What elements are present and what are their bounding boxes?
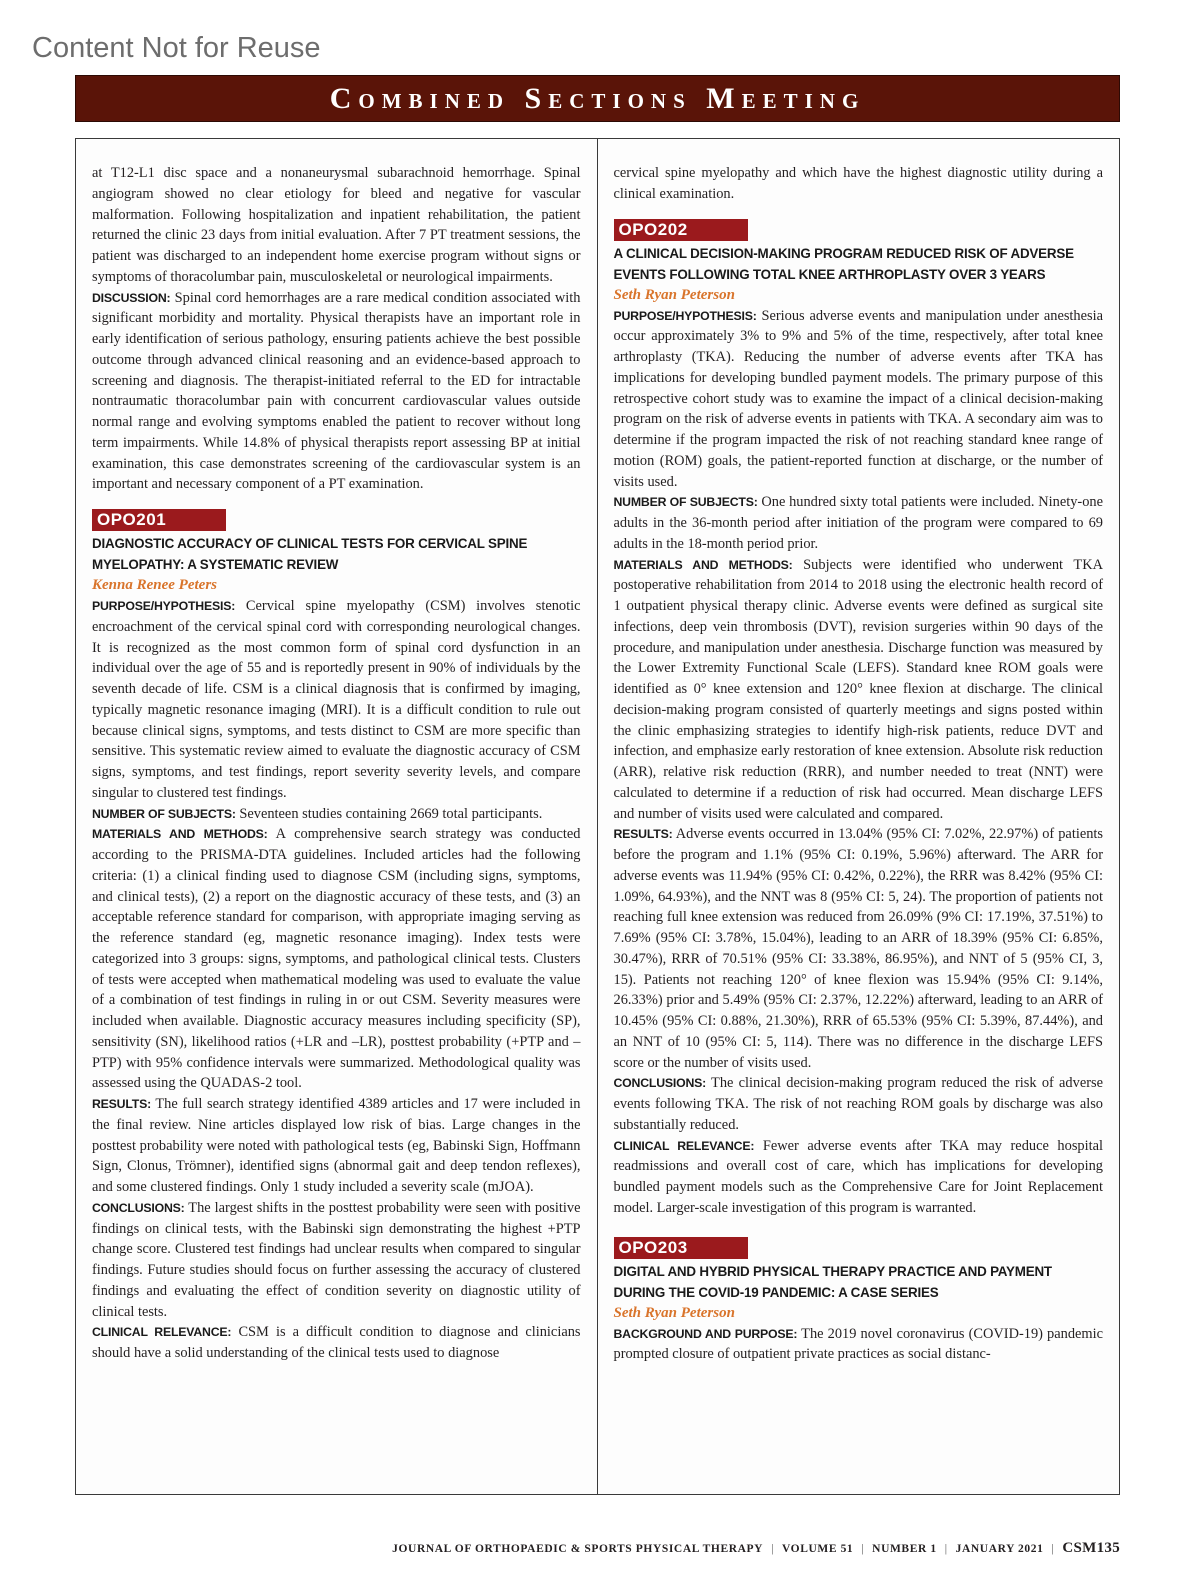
section-heading: RESULTS: — [92, 1097, 151, 1111]
subjects-paragraph — [92, 804, 581, 825]
section-text: A comprehensive search strategy was conducted according to the PRISMA-DTA guidelines. Included articles had the following criteria: (1) a clinical finding used to diagnose CSM (including signs, symptoms, and clinical tests), (2) a report on the diagnostic accuracy of these tests, and (3) an acceptable reference standard for comparison, with appropriate imaging serving as the reference standard (eg, magnetic resonance imaging). Index tests were categorized into 3 groups: signs, symptoms, and pathological clinical tests. Clusters of tests were accepted when mathematical modeling was used to evaluate the value of a combination of test findings in ruling in or out CSM. Severity measures were included when available. Diagnostic accuracy measures including specificity (SP), sensitivity (SN), likelihood ratios (+LR and –LR), posttest probability (+PTP and –PTP) with 95% confidence intervals were summarized. Methodological quality was assessed using the QUADAS-2 tool. — [92, 826, 581, 1092]
results-paragraph — [614, 824, 1104, 1073]
abstract-author: Seth Ryan Peterson — [613, 286, 735, 303]
abstract-title: DIGITAL AND HYBRID PHYSICAL THERAPY PRACTICE AND PAYMENT DURING THE COVID-19 PANDEMIC: A CASE SERIES — [613, 1263, 1052, 1300]
page-number — [1062, 1540, 1120, 1557]
section-heading: MATERIALS AND METHODS: — [613, 557, 793, 572]
journal-volume: VOLUME 51 — [781, 1543, 854, 1555]
conclusions-paragraph — [614, 1073, 1104, 1135]
section-banner — [75, 75, 1120, 122]
abstract-id-badge: OPO202 — [614, 219, 748, 241]
right-column — [598, 139, 1120, 1494]
relevance-paragraph — [614, 1136, 1104, 1219]
section-heading: PURPOSE/HYPOTHESIS: — [92, 599, 236, 613]
abstract-opo203 — [614, 1237, 1104, 1366]
footer-separator: | — [861, 1543, 865, 1555]
section-text: Cervical spine myelopathy (CSM) involves stenotic encroachment of the cervical spinal cord with corresponding neurological changes. It is recognized as the most common form of spinal cord dysfunction in an individual over the age of 55 and is reportedly present in 90% of individuals by the seventh decade of life. CSM is a clinical diagnosis that is confirmed by imaging, typically magnetic resonance imaging (MRI). It is a difficult condition to rule out because clinical signs, symptoms, and tests distinct to CSM are more specific than sensitive. This systematic review aimed to evaluate the diagnostic accuracy of CSM signs, symptoms, and test findings, report severity severity levels, and compare singular to clustered test findings. — [92, 598, 581, 801]
abstract-opo202 — [614, 219, 1104, 1219]
section-heading: CLINICAL RELEVANCE: — [92, 1325, 232, 1340]
relevance-paragraph — [92, 1322, 581, 1364]
abstract-title: A CLINICAL DECISION-MAKING PROGRAM REDUCED RISK OF ADVERSE EVENTS FOLLOWING TOTAL KNEE ARTHROPLASTY OVER 3 YEARS — [613, 245, 1074, 282]
section-heading: CONCLUSIONS: — [613, 1076, 707, 1091]
page-footer — [75, 1540, 1120, 1557]
page-digits: 135 — [1096, 1540, 1120, 1556]
purpose-paragraph — [614, 306, 1104, 493]
section-heading: DISCUSSION: — [92, 290, 171, 305]
background-paragraph — [614, 1324, 1104, 1366]
methods-paragraph — [92, 824, 581, 1094]
section-heading: NUMBER OF SUBJECTS: — [613, 495, 758, 510]
section-text: Subjects were identified who underwent TKA postoperative rehabilitation from 2014 to 2018 using the electronic health record of 1 outpatient physical therapy clinic. Adverse events were defined as surgical site infections, deep vein thrombosis (DVT), revision surgeries within 90 days of the procedure, and manipulation under anesthesia. Discharge function was measured by the Lower Extremity Functional Scale (LEFS). Standard knee ROM goals were identified as 0° knee extension and 120° knee flexion at discharge. The clinical decision-making program consisted of quarterly meetings and signs posted within the clinic emphasizing strategies to identify high-risk patients, reduce DVT and infection, and emphasize early restoration of knee extension. Absolute risk reduction (ARR), relative risk reduction (RRR), and number needed to treat (NNT) were calculated to determine if a reduction of risk had occurred. Mean discharge LEFS and number of visits used were calculated and compared. — [613, 556, 1103, 822]
abstract-author: Seth Ryan Peterson — [613, 1304, 735, 1321]
section-text: The largest shifts in the posttest probability were seen with positive findings on clinical tests, with the Babinski sign demonstrating the highest +PTP change score. Clustered test findings had unclear results when compared to singular findings. Future studies should focus on further assessing the accuracy of clustered findings and evaluating the effect of condition severity on diagnostic utility of clinical tests. — [92, 1199, 581, 1320]
section-text: Serious adverse events and manipulation under anesthesia occur approximately 3% to 9% and 5% of the time, respectively, after total knee arthroplasty (TKA). Reducing the number of adverse events after TKA has implications for developing bundled payment models. The primary purpose of this retrospective cohort study was to examine the impact of a clinical decision-making program on the risk of adverse events in patients with TKA. A secondary aim was to determine if the program impacted the risk of not reaching standard knee range of motion (ROM) goals, the patient-reported function at discharge, or the number of visits used. — [613, 307, 1103, 490]
journal-number: NUMBER 1 — [872, 1543, 937, 1555]
section-text: CSM is a difficult condition to diagnose and clinicians should have a solid understanding of the clinical tests used to diagnose — [92, 1324, 581, 1361]
section-heading: CONCLUSIONS: — [92, 1200, 185, 1215]
footer-separator: | — [771, 1543, 774, 1555]
watermark: Content Not for Reuse — [32, 32, 321, 64]
section-text: The clinical decision-making program reduced the risk of adverse events following TKA. The risk of not reaching ROM goals by discharge was also substantially reduced. — [613, 1075, 1103, 1133]
page-prefix: CSM — [1062, 1540, 1097, 1556]
section-heading: PURPOSE/HYPOTHESIS: — [613, 308, 757, 323]
journal-name: JOURNAL OF ORTHOPAEDIC & SPORTS PHYSICAL THERAPY — [392, 1543, 764, 1555]
abstract-author: Kenna Renee Peters — [92, 577, 217, 593]
methods-paragraph — [614, 555, 1104, 825]
discussion-paragraph — [92, 288, 581, 496]
section-heading: CLINICAL RELEVANCE: — [613, 1138, 755, 1153]
footer-separator: | — [944, 1543, 948, 1555]
banner-title: Combined Sections Meeting — [329, 81, 866, 115]
section-text: Seventeen studies containing 2669 total participants. — [235, 805, 543, 822]
section-text: The 2019 novel coronavirus (COVID-19) pandemic prompted closure of outpatient private practices as social distanc- — [613, 1325, 1103, 1363]
content-frame — [75, 138, 1120, 1495]
section-text: One hundred sixty total patients were included. Ninety-one adults in the 36-month period after initiation of the program were compared to 69 adults in the 18-month period prior. — [613, 494, 1103, 552]
section-heading: MATERIALS AND METHODS: — [92, 827, 268, 842]
continuation-text: cervical spine myelopathy and which have the highest diagnostic utility during a clinical examination. — [613, 165, 1103, 202]
continuation-text: at T12-L1 disc space and a nonaneurysmal subarachnoid hemorrhage. Spinal angiogram showed no clear etiology for bleed and negative for vascular malformation. Following hospitalization and inpatient rehabilitation, the patient returned the clinic 23 days from initial evaluation. After 7 PT treatment sessions, the patient was discharged to an independent home exercise program without signs or symptoms of thoracolumbar pain, musculoskeletal or neurological impairments. — [92, 165, 581, 285]
section-text: The full search strategy identified 4389 articles and 17 were included in the final review. Nine articles displayed low risk of bias. Large changes in the posttest probability were noted with pathological tests (eg, Babinski Sign, Hoffmann Sign, Clonus, Trömner), identified signs (abnormal gait and deep tendon reflexes), and some clustered findings. Only 1 study included a severity scale (mJOA). — [92, 1096, 581, 1195]
section-heading: RESULTS: — [613, 827, 673, 842]
footer-separator: | — [1051, 1543, 1055, 1555]
abstract-title: DIAGNOSTIC ACCURACY OF CLINICAL TESTS FOR CERVICAL SPINE MYELOPATHY: A SYSTEMATIC REVIEW — [92, 536, 528, 572]
abstract-opo201 — [92, 509, 581, 1364]
section-text: Spinal cord hemorrhages are a rare medical condition associated with significant morbidity and mortality. Physical therapists have an important role in early identification of serious pathology, ensuring patients achieve the best possible outcome through advanced clinical reasoning and an evidence-based approach to screening and diagnosis. The therapist-initiated referral to the ED for intractable nontraumatic thoracolumbar pain with concurrent cardiovascular values outside normal range and evolving symptoms enabled the patient to recover without long term impairments. While 14.8% of physical therapists report assessing BP at initial examination, this case demonstrates screening of the cardiovascular system is an important and necessary component of a PT examination. — [92, 289, 581, 493]
left-column — [76, 139, 598, 1494]
section-heading: BACKGROUND AND PURPOSE: — [613, 1326, 798, 1341]
section-text: Fewer adverse events after TKA may reduce hospital readmissions and overall cost of care, which has implications for developing bundled payment models such as the Comprehensive Care for Joint Replacement model. Larger-scale investigation of this program is warranted. — [613, 1137, 1103, 1216]
results-paragraph — [92, 1094, 581, 1198]
purpose-paragraph — [92, 596, 581, 804]
conclusions-paragraph — [92, 1198, 581, 1323]
journal-date: JANUARY 2021 — [955, 1543, 1044, 1555]
section-text: Adverse events occurred in 13.04% (95% CI: 7.02%, 22.97%) of patients before the program and 1.1% (95% CI: 0.19%, 5.96%) afterward. The ARR for adverse events was 11.94% (95% CI: 0.42%, 0.22%), the RRR was 8.42% (95% CI: 1.09%, 64.93%), and the NNT was 8 (95% CI: 5, 24). The proportion of patients not reaching full knee extension was reduced from 26.09% (9% CI: 17.19%, 37.51%) to 7.69% (95% CI: 3.78%, 15.04%), leading to an ARR of 18.39% (95% CI: 6.85%, 30.47%), RRR of 70.51% (95% CI: 33.38%, 86.95%), and NNT of 5 (95% CI, 3, 15). Patients not reaching 120° of knee flexion was 15.94% (95% CI: 9.14%, 26.33%) prior and 5.49% (95% CI: 2.37%, 12.22%) afterward, leading to an ARR of 10.45% (95% CI: 0.88%, 21.30%), RRR of 65.53% (95% CI: 5.39%, 87.44%), and an NNT of 10 (95% CI: 5, 114). There was no difference in the discharge LEFS score or the number of visits used. — [613, 826, 1103, 1071]
abstract-id-badge: OPO203 — [614, 1237, 748, 1259]
section-heading: NUMBER OF SUBJECTS: — [92, 806, 236, 821]
subjects-paragraph — [614, 492, 1104, 554]
abstract-id-badge: OPO201 — [92, 509, 226, 531]
